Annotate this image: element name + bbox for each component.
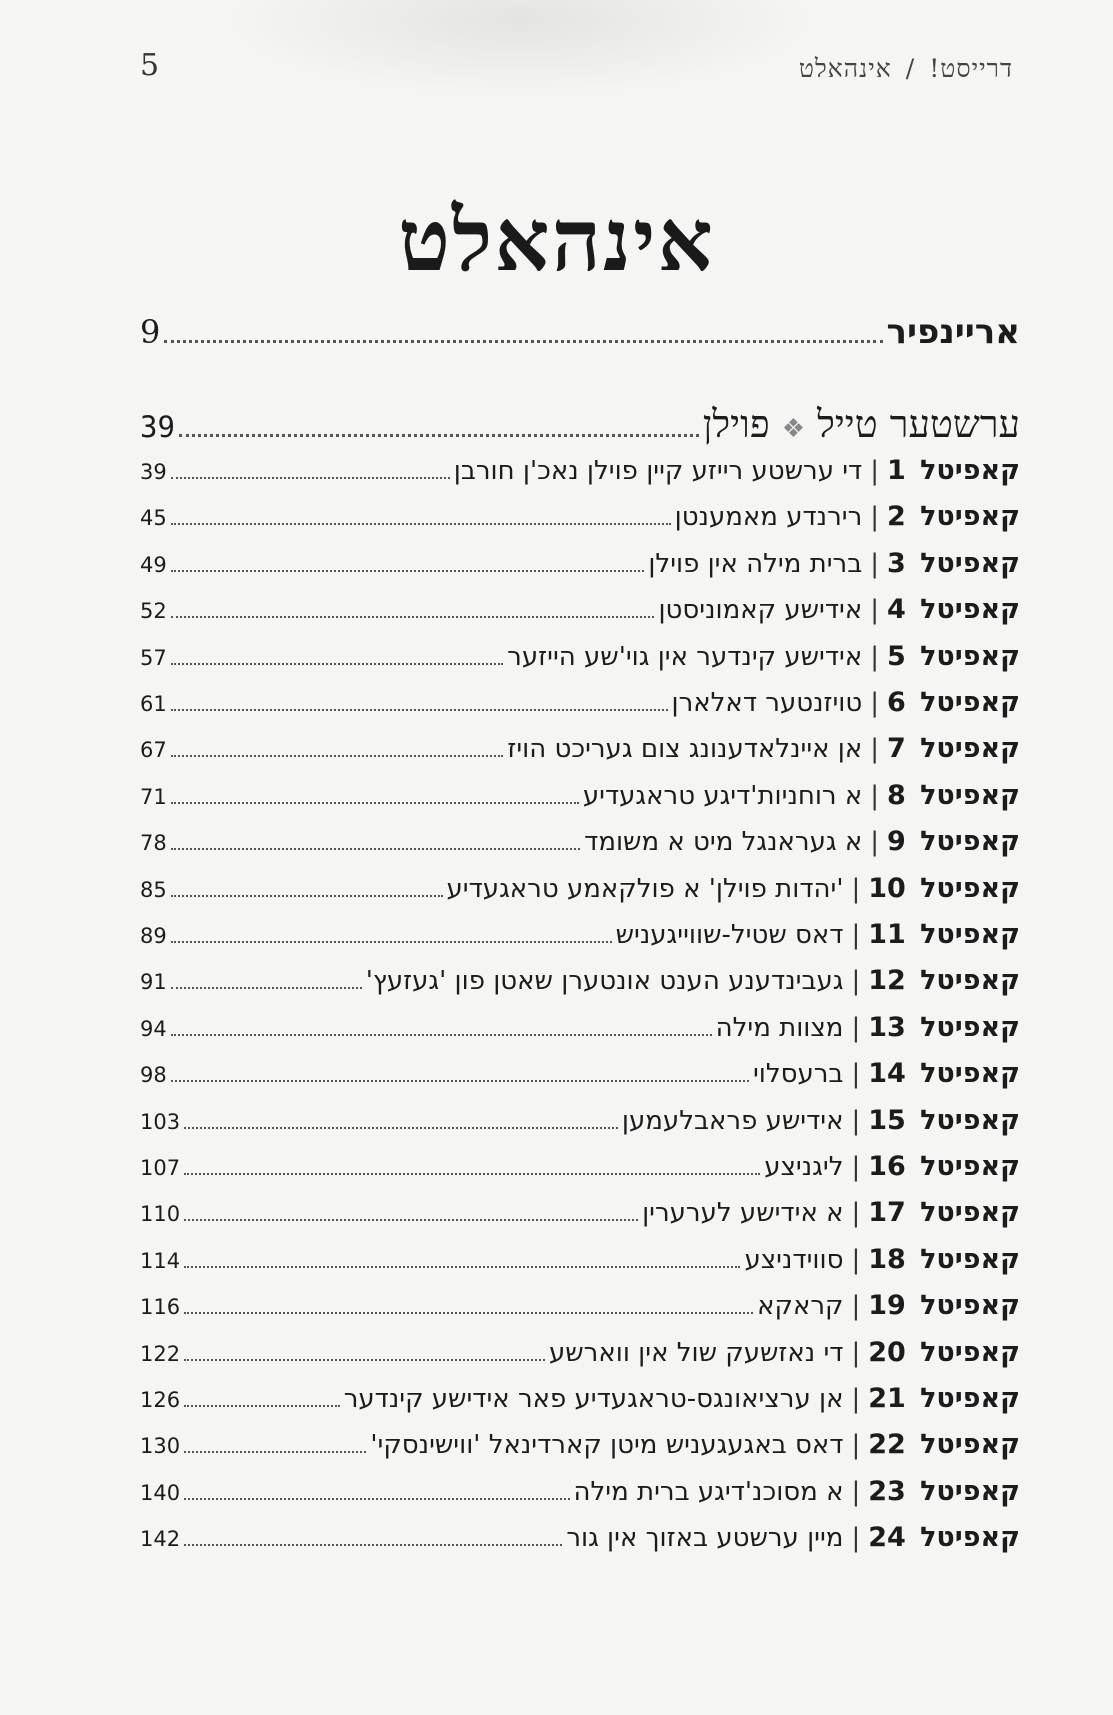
chapter-number: 2: [887, 501, 906, 533]
chapter-label: [744, 1244, 1020, 1275]
chapter-word: קאפיטל: [920, 1058, 1020, 1090]
chapter-word: קאפיטל: [920, 1151, 1020, 1182]
chapter-number: 6: [887, 687, 906, 718]
chapter-label: [507, 733, 1020, 764]
chapter-word: קאפיטל: [920, 1243, 1020, 1275]
chapter-title: מיין ערשטע באזוך אין גור: [566, 1523, 844, 1554]
chapter-word: קאפיטל: [920, 826, 1020, 858]
chapter-label: [764, 1151, 1020, 1182]
chapter-page-number: 85: [140, 877, 167, 902]
chapter-divider: |: [870, 734, 880, 765]
chapter-page-number: 39: [140, 460, 167, 484]
leader-dots: [171, 663, 503, 665]
chapter-page-number: 114: [140, 1248, 181, 1273]
toc-chapter-row: [140, 687, 1020, 718]
chapter-divider: |: [870, 456, 880, 486]
leader-dots: [184, 1312, 753, 1314]
chapter-number: 24: [868, 1522, 906, 1554]
chapter-page-number: 130: [140, 1434, 181, 1459]
leader-dots: [171, 895, 443, 897]
toc-chapter-row: [140, 548, 1020, 579]
chapter-page-number: 67: [140, 738, 167, 763]
leader-dots: [171, 570, 645, 572]
toc-chapter-row: [140, 594, 1020, 625]
chapter-title: א אידישע לערערין: [642, 1198, 844, 1229]
chapter-title: די ערשטע רייזע קיין פוילן נאכ'ן חורבן: [453, 456, 863, 486]
chapter-page-number: 103: [140, 1109, 181, 1134]
leader-dots: [179, 434, 699, 437]
chapter-label: [574, 1476, 1020, 1507]
chapter-number: 5: [887, 640, 906, 672]
part-title: ערשטער טייל: [817, 402, 1020, 446]
leader-dots: [184, 1498, 569, 1500]
chapter-word: קאפיטל: [920, 1429, 1020, 1461]
chapter-title: געבינדענע הענט אונטערן שאטן פון 'געזעץ': [365, 966, 844, 997]
chapter-word: קאפיטל: [920, 547, 1020, 579]
chapter-label: [454, 455, 1020, 486]
leader-dots: [171, 523, 671, 525]
chapter-divider: |: [870, 688, 880, 718]
chapter-number: 7: [887, 733, 906, 765]
chapter-page-number: 61: [140, 692, 167, 716]
chapter-number: 9: [887, 826, 906, 858]
chapter-title: סווידניצע: [744, 1244, 844, 1275]
chapter-divider: |: [870, 780, 880, 811]
chapter-word: קאפיטל: [920, 1522, 1020, 1554]
chapter-word: קאפיטל: [920, 1336, 1020, 1368]
chapter-number: 14: [868, 1058, 906, 1090]
chapter-number: 12: [868, 965, 906, 997]
chapter-page-number: 71: [140, 784, 167, 809]
leader-dots: [171, 1080, 749, 1082]
chapter-number: 16: [868, 1151, 906, 1182]
chapter-number: 4: [887, 594, 906, 626]
chapter-divider: |: [851, 1430, 861, 1461]
chapter-number: 3: [887, 547, 906, 579]
chapter-word: קאפיטל: [920, 640, 1020, 672]
chapter-word: קאפיטל: [920, 594, 1020, 626]
chapter-label: [370, 1429, 1020, 1460]
chapter-title: אידישע קאמוניסטן: [658, 595, 863, 626]
toc-chapter-row: [140, 1429, 1020, 1460]
toc-chapter-row: [140, 1337, 1020, 1368]
chapter-title: ליגניצע: [764, 1152, 844, 1182]
chapter-label: [757, 1290, 1020, 1321]
toc-chapter-row: [140, 1197, 1020, 1228]
chapter-label: [584, 826, 1020, 857]
page-title: אינהאלט: [398, 190, 715, 291]
toc-chapter-row: [140, 455, 1020, 486]
chapter-title: אידישע קינדער אין גוי'שע הייזער: [507, 641, 863, 672]
toc-chapter-row: [140, 965, 1020, 996]
chapter-page-number: 78: [140, 831, 167, 856]
chapter-title: אן איינלאדענונג צום געריכט הויז: [507, 734, 863, 765]
leader-dots: [171, 616, 655, 618]
chapter-page-number: 98: [140, 1063, 167, 1088]
chapter-word: קאפיטל: [920, 1475, 1020, 1507]
chapter-label: [642, 1197, 1020, 1228]
toc-chapter-row: [140, 1522, 1020, 1553]
chapter-divider: |: [870, 827, 880, 858]
chapter-number: 10: [868, 872, 906, 904]
chapter-divider: |: [870, 548, 880, 579]
chapter-label: [549, 1337, 1020, 1368]
chapter-word: קאפיטל: [920, 1104, 1020, 1136]
chapter-number: 21: [868, 1383, 906, 1414]
toc-chapter-row: [140, 1105, 1020, 1136]
chapter-label: [675, 501, 1020, 532]
chapter-label: [583, 780, 1020, 811]
chapter-title: רירנדע מאמענטן: [674, 502, 863, 533]
chapter-label: [753, 1058, 1020, 1089]
leader-dots: [184, 1359, 545, 1361]
chapter-page-number: 91: [140, 970, 167, 995]
chapter-title: קראקא: [757, 1291, 844, 1322]
chapter-divider: |: [851, 1384, 861, 1414]
toc-chapter-row: [140, 780, 1020, 811]
toc-intro-label: אריינפיר: [886, 312, 1020, 352]
leader-dots: [171, 987, 362, 989]
chapter-number: 15: [868, 1104, 906, 1136]
chapter-word: קאפיטל: [920, 919, 1020, 950]
chapter-label: [366, 965, 1020, 996]
chapter-number: 22: [868, 1429, 906, 1461]
leader-dots: [171, 941, 612, 943]
chapter-divider: |: [851, 920, 861, 950]
chapter-word: קאפיטל: [920, 501, 1020, 533]
chapter-page-number: 116: [140, 1295, 181, 1320]
toc-chapter-row: [140, 641, 1020, 672]
toc-part-page: 39: [140, 410, 175, 444]
leader-dots: [184, 1451, 366, 1453]
toc-chapter-row: [140, 1151, 1020, 1182]
chapter-number: 20: [868, 1336, 906, 1368]
chapter-word: קאפיטל: [920, 1197, 1020, 1229]
chapter-page-number: 107: [140, 1156, 181, 1180]
chapter-divider: |: [851, 1476, 861, 1507]
chapter-number: 11: [868, 919, 906, 950]
chapter-label: [344, 1383, 1020, 1414]
leader-dots: [184, 1405, 340, 1407]
chapter-label: [672, 687, 1020, 718]
chapter-word: קאפיטל: [920, 1383, 1020, 1414]
toc-chapter-row: [140, 1058, 1020, 1089]
chapter-page-number: 142: [140, 1527, 181, 1552]
leader-dots: [171, 709, 668, 711]
running-head-separator: /: [905, 54, 916, 83]
toc-chapter-row: [140, 919, 1020, 950]
leader-dots: [164, 340, 882, 343]
toc-chapter-row: [140, 733, 1020, 764]
chapter-title: ברעסלוי: [752, 1059, 844, 1090]
leader-dots: [171, 848, 580, 850]
leader-dots: [171, 802, 579, 804]
chapter-label: [566, 1522, 1020, 1553]
chapter-divider: |: [851, 1152, 861, 1182]
chapter-label: [447, 873, 1020, 904]
chapter-word: קאפיטל: [920, 779, 1020, 811]
toc-chapter-row: [140, 1383, 1020, 1414]
chapter-title: א מסוכנ'דיגע ברית מילה: [573, 1476, 844, 1507]
chapter-page-number: 52: [140, 599, 167, 624]
chapter-word: קאפיטל: [920, 687, 1020, 718]
chapter-divider: |: [851, 1291, 861, 1322]
chapter-word: קאפיטל: [920, 1011, 1020, 1043]
toc-chapter-row: [140, 1290, 1020, 1321]
chapter-title: אן ערציאונגס-טראגעדיע פאר אידישע קינדער: [343, 1384, 844, 1414]
chapter-page-number: 122: [140, 1341, 181, 1366]
chapter-label: [507, 641, 1020, 672]
chapter-page-number: 89: [140, 924, 167, 948]
toc-entry-intro: [140, 312, 1020, 352]
chapter-word: קאפיטל: [920, 965, 1020, 997]
chapter-title: טויזנטער דאלארן: [671, 688, 863, 718]
chapter-divider: |: [870, 641, 880, 672]
chapter-divider: |: [870, 595, 880, 626]
chapter-word: קאפיטל: [920, 1290, 1020, 1322]
chapter-label: [616, 919, 1020, 950]
chapter-label: [648, 548, 1020, 579]
toc-chapter-row: [140, 1476, 1020, 1507]
chapter-divider: |: [851, 1244, 861, 1275]
chapter-number: 17: [868, 1197, 906, 1229]
leader-dots: [184, 1544, 562, 1546]
running-head: [799, 54, 1013, 84]
chapter-title: ברית מילה אין פוילן: [648, 548, 863, 579]
chapter-number: 1: [887, 455, 906, 486]
chapter-page-number: 49: [140, 552, 167, 577]
chapter-divider: |: [851, 966, 861, 997]
chapter-title: דאס שטיל-שווייגעניש: [615, 920, 844, 950]
chapter-word: קאפיטל: [920, 733, 1020, 765]
leader-dots: [184, 1266, 740, 1268]
leader-dots: [171, 477, 450, 479]
chapter-page-number: 94: [140, 1016, 167, 1041]
chapter-title: א רוחניות'דיגע טראגעדיע: [582, 780, 863, 811]
chapter-divider: |: [870, 502, 880, 533]
chapter-divider: |: [851, 873, 861, 904]
leader-dots: [171, 755, 504, 757]
chapter-divider: |: [851, 1337, 861, 1368]
toc-intro-page: 9: [140, 313, 161, 351]
toc-part-label: [703, 402, 1020, 447]
chapter-title: א געראנגל מיט א משומד: [584, 827, 863, 858]
chapter-divider: |: [851, 1523, 861, 1554]
leader-dots: [184, 1173, 760, 1175]
chapter-divider: |: [851, 1012, 861, 1043]
chapter-number: 8: [887, 779, 906, 811]
chapter-number: 18: [868, 1243, 906, 1275]
toc-entry-part-one: [140, 402, 1020, 447]
chapter-page-number: 110: [140, 1202, 181, 1227]
chapter-number: 19: [868, 1290, 906, 1322]
chapter-number: 23: [868, 1475, 906, 1507]
chapter-title: די נאזשעק שול אין ווארשע: [548, 1337, 844, 1368]
page-header: [140, 48, 1013, 88]
chapter-divider: |: [851, 1105, 861, 1136]
leader-dots: [171, 1034, 712, 1036]
chapter-title: מצוות מילה: [715, 1012, 844, 1043]
toc-chapter-row: [140, 1244, 1020, 1275]
chapter-title: דאס באגעגעניש מיטן קארדינאל 'ווישינסקי': [370, 1430, 844, 1461]
chapter-page-number: 140: [140, 1480, 181, 1505]
chapter-divider: |: [851, 1198, 861, 1229]
chapter-number: 13: [868, 1011, 906, 1043]
leader-dots: [184, 1219, 638, 1221]
chapter-title: אידישע פראבלעמען: [621, 1105, 844, 1136]
chapter-divider: |: [851, 1059, 861, 1090]
chapter-word: קאפיטל: [920, 455, 1020, 486]
part-subtitle: פוילן: [702, 402, 770, 446]
toc-chapter-row: [140, 1012, 1020, 1043]
chapter-label: [622, 1105, 1020, 1136]
chapter-page-number: 126: [140, 1388, 181, 1412]
toc-chapter-row: [140, 501, 1020, 532]
chapter-title: 'יהדות פוילן' א פולקאמע טראגעדיע: [446, 873, 844, 904]
toc-chapter-row: [140, 826, 1020, 857]
chapter-page-number: 45: [140, 506, 167, 531]
ornament-icon: ❖: [781, 414, 806, 444]
chapter-page-number: 57: [140, 645, 167, 670]
chapter-label: [658, 594, 1020, 625]
toc-chapter-row: [140, 873, 1020, 904]
chapter-label: [716, 1012, 1020, 1043]
leader-dots: [184, 1127, 618, 1129]
running-head-book-title: דרייסט!: [929, 54, 1013, 83]
chapter-word: קאפיטל: [920, 872, 1020, 904]
running-head-section-title: אינהאלט: [798, 54, 892, 83]
page-number: 5: [140, 48, 160, 83]
